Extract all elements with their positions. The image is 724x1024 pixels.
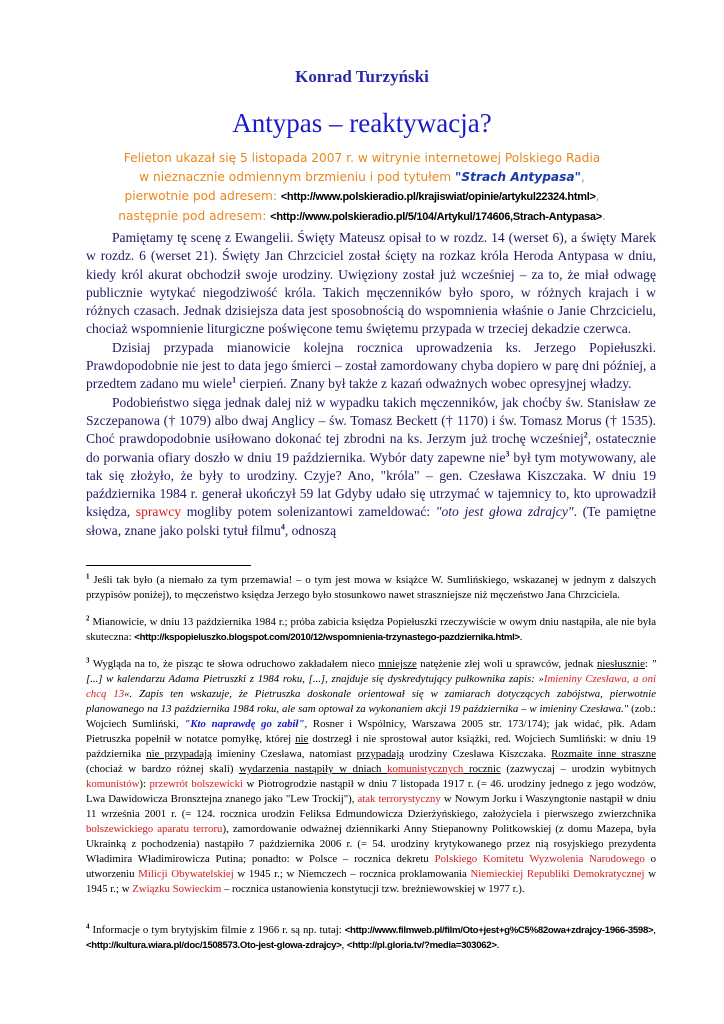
footnote-ref-3[interactable]: 3 — [505, 449, 510, 459]
publication-note-line-1: Felieton ukazał się 5 listopada 2007 r. w witrynie internetowej Polskiego Radia — [123, 151, 601, 165]
footnote-1: $^1$ Jeśli tak było (a niemało za tym przemawia! – o tym jest mowa w książce W. Sumlińskiego, wskazanej w jednym z dalszych przypisów poniżej), to męczeństwo księdza Jerzego było stosunkowo nawet straszniejsze niż męczeństwo Jana Chrzciciela. — [86, 572, 656, 601]
publication-note-line-3: pierwotnie pod adresem: <http://www.polskieradio.pl/krajiswiat/opinie/artykul22324.html>, — [124, 189, 600, 203]
original-url-link[interactable]: <http://www.polskieradio.pl/krajiswiat/opinie/artykul22324.html> — [280, 191, 596, 203]
author-name: Konrad Turzyński — [295, 67, 429, 86]
footnote-ref-4[interactable]: 4 — [280, 522, 285, 532]
publication-note — [70, 149, 654, 227]
footnote-4-link-1[interactable]: <http://www.filmweb.pl/film/Oto+jest+g%C5%82owa+zdrajcy-1966-3598> — [344, 925, 654, 936]
footnote-4-link-3[interactable]: <http://pl.gloria.tv/?media=303062> — [346, 940, 497, 951]
book-title: "Kto naprawdę go zabił" — [184, 718, 305, 730]
footnote-3: $^3$ Wygląda na to, że pisząc te słowa odruchowo zakładałem nieco mniejsze natężenie złej woli u sprawców, jednak niesłusznie: "[...] w kalendarzu Adama Pietruszki z 1984 roku, [...], znajduje się dyskredytujący pułkownika zapis: »Imieniny Czesława, a oni chcą 13«. Zapis ten wskazuje, że Pietruszka doskonale orientował się w zamiarach dotyczących zabójstwa, pierwotnie planowanego na 13 października 1984 roku, ale sam optował za wykonaniem akcji 19 października – w imieniny Czesława." (zob.: Wojciech Sumliński, "Kto naprawdę go zabił", Rosner i Wspólnicy, Warszawa 2005 str. 173/174); jak widać, płk. Adam Pietruszka popełnił w notatce pomyłkę, której nie dostrzegł i nie sprostował autor książki, red. Wojciech Sumliński: w dniu 19 października nie przypadają imieniny Czesława, natomiast przypadają urodziny Czesława Kiszczaka. Rozmaite inne straszne (chociaż w bardzo różnej skali) wydarzenia nastąpiły w dniach komunistycznych rocznic (zazwyczaj – urodzin wybitnych komunistów): przewrót bolszewicki w Piotrogrodzie nastąpił w dniu 7 listopada 1917 r. (= 46. urodziny jednego z jego wodzów, Lwa Dawidowicza Bronsztejna znanego jako "Lew Trockij"), atak terrorystyczny w Nowym Jorku i Waszyngtonie nastąpił w dniu 11 września 2001 r. (= 124. rocznica urodzin Feliksa Edmundowicza Dzierżyńskiego, założyciela i pierwszego zwierzchnika bolszewickiego aparatu terroru), zamordowanie odważnej dziennikarki Anny Stiepanowny Politkowskiej (z domu Mazepa, była Ukrainką z pochodzenia) nastąpiło 7 października 2006 r. (= 54. urodziny krytykowanego przez nią rosyjskiego prezydenta Władimira Władimirowicza Putina; ponadto: w Polsce – rocznica dekretu Polskiego Komitetu Wyzwolenia Narodowego o utworzeniu Milicji Obywatelskiej w 1945 r.; w Niemczech – rocznica proklamowania Niemieckiej Republiki Demokratycznej w 1945 r.; w Związku Sowieckim – rocznica ustanowienia konstytucji tzw. breżniewowskiej w 1977 r.). — [86, 656, 657, 895]
footnote-4: $^4$ Informacje o tym brytyjskim filmie z 1966 r. są np. tutaj: <http://www.filmweb.pl/film/Oto+jest+g%C5%82owa+zdrajcy-1966-3598>, <http://kultura.wiara.pl/doc/1508573.Oto-jest-glowa-zdrajcy>, <http://pl.gloria.tv/?media=303062>. — [86, 922, 656, 951]
current-url-link[interactable]: <http://www.polskieradio.pl/5/104/Artykul/174606,Strach-Antypasa> — [270, 211, 602, 223]
footnote-separator — [86, 565, 251, 566]
article-body — [86, 229, 656, 540]
publication-note-line-2: w nieznacznie odmiennym brzmieniu i pod tytułem "Strach Antypasa", — [139, 170, 585, 184]
publication-note-line-4: następnie pod adresem: <http://www.polskieradio.pl/5/104/Artykul/174606,Strach-Antypasa>. — [118, 209, 606, 223]
original-title: "Strach Antypasa" — [454, 170, 581, 184]
footnote-2: $^2$ Mianowicie, w dniu 13 października 1984 r.; próba zabicia księdza Popiełuszki rzeczywiście w owym dniu nastąpiła, ale nie była skuteczna: <http://kspopieluszko.blogspot.com/2010/12/wspomnienia-trzynastego-pazdziernika.html>. — [86, 614, 656, 643]
paragraph-1: Pamiętamy tę scenę z Ewangelii. Święty Mateusz opisał to w rozdz. 14 (werset 6), a święty Marek w rozdz. 6 (werset 21). Święty Jan Chrzciciel został ścięty na rozkaz króla Heroda Antypasa w dniu, kiedy król akurat obchodził swoje urodziny. Uwięziony został już wcześniej – za to, że miał odwagę publicznie wytykać niegodziwość króla. Takich męczenników było sporo, w różnych krajach i w różnych czasach. Jednak dzisiejsza data jest sposobnością do wspomnienia właśnie o Janie Chrzcicielu, chociaż wspomnienie liturgiczne poświęcone temu świętemu przypada w trzeciej dekadzie czerwca. — [86, 230, 656, 337]
paragraph-3: Podobieństwo sięga jednak dalej niż w wypadku takich męczenników, jak choćby św. Stanisław ze Szczepanowa († 1079) albo dwaj Anglicy – św. Tomasz Beckett († 1170) i św. Tomasz Morus († 1535). Choć prawdopodobnie usiłowano dokonać tej zbrodni na ks. Jerzym już trochę wcześniej$^2$, ostatecznie do porwania ofiary doszło w dniu 19 października. Wybór daty zapewne nie$^3$ był tym motywowany, ale tak się złożyło, że były to urodziny. Czyje? Ano, "króla" – gen. Czesława Kiszczaka. W dniu 19 października 1984 r. generał ukończył 59 lat Gdyby udało się utrzymać w tajemnicy to, kto uprowadził księdza, sprawcy mogliby potem solenizantowi zameldować: "oto jest głowa zdrajcy". (Te pamiętne słowa, znane jako polski tytuł filmu$^4$, odnoszą — [86, 394, 656, 538]
paragraph-2: Dzisiaj przypada mianowicie kolejna rocznica uprowadzenia ks. Jerzego Popiełuszki. Prawdopodobnie nie jest to data jego śmierci – został zamordowany chyba dopiero w parę dni później, a przedtem zadano mu wiele$^1$ cierpień. Znany był także z kazań odważnych wobec opresyjnej władzy. — [86, 339, 656, 392]
footnote-ref-2[interactable]: 2 — [583, 430, 588, 440]
footnote-4-link-2[interactable]: <http://kultura.wiara.pl/doc/1508573.Oto-jest-glowa-zdrajcy> — [86, 940, 342, 951]
footnote-ref-1[interactable]: 1 — [232, 375, 237, 385]
footnote-2-link[interactable]: <http://kspopieluszko.blogspot.com/2010/12/wspomnienia-trzynastego-pazdziernika.html> — [134, 632, 520, 643]
article-title: Antypas – reaktywacja? — [232, 108, 492, 138]
